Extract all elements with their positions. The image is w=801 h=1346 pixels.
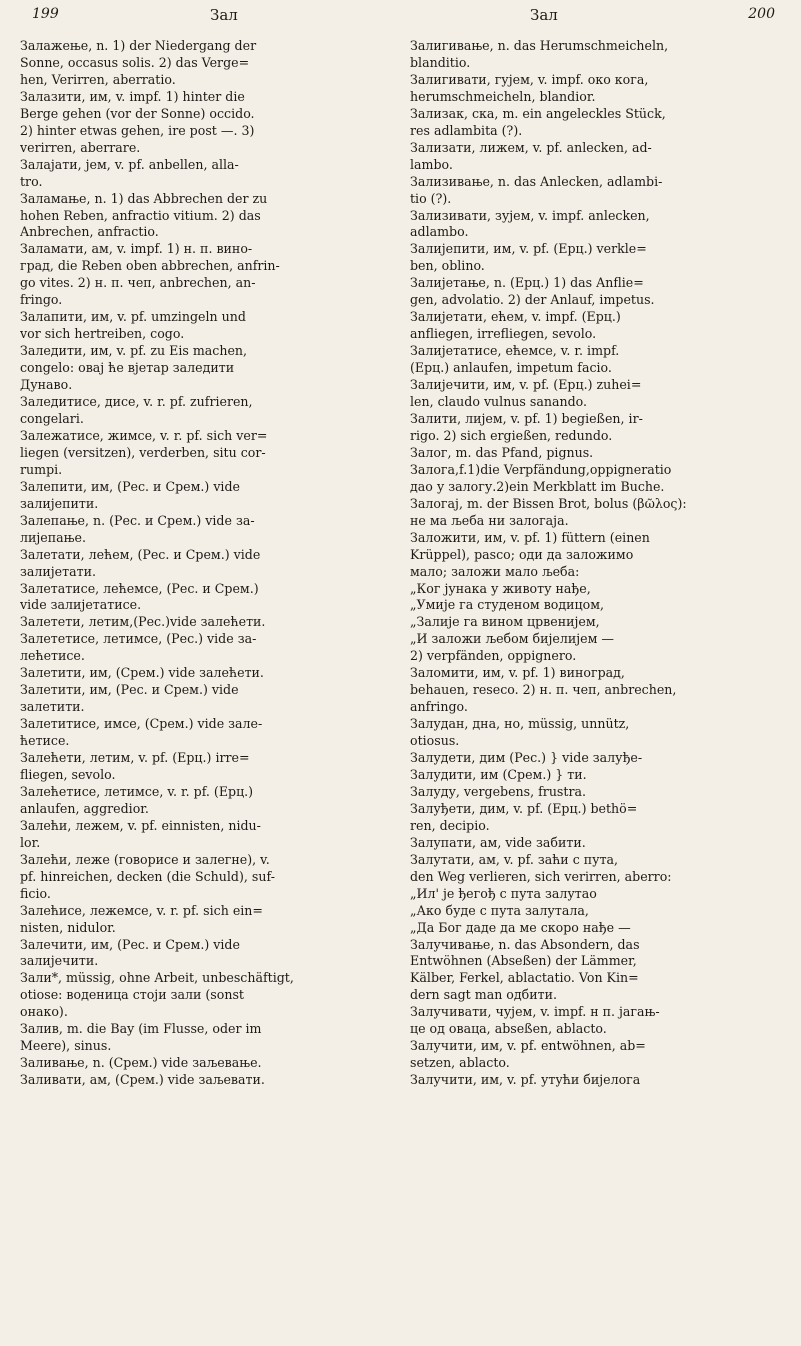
dictionary-line: Дунаво. xyxy=(20,377,73,393)
dictionary-line: fliegen, sevolo. xyxy=(20,766,116,782)
dictionary-line: hohen Reben, anfractio vitium. 2) das xyxy=(20,207,261,223)
dictionary-line: Залазити, им, v. impf. 1) hinter die xyxy=(20,88,245,104)
dictionary-line: Залијетатисе, ећемсе, v. r. impf. xyxy=(410,343,620,359)
dictionary-line: Залудити, им (Срем.) } ти. xyxy=(410,766,587,782)
dictionary-line: Залажење, n. 1) der Niedergang der xyxy=(20,38,257,53)
page-number-left: 199 xyxy=(32,6,59,22)
dictionary-line: verirren, aberrare. xyxy=(20,139,141,155)
dictionary-line: Залетити, им, (Рес. и Срем.) vide xyxy=(20,682,239,698)
dictionary-line: Заледитисе, дисе, v. r. pf. zufrieren, xyxy=(20,394,253,410)
dictionary-line: Anbrechen, anfractio. xyxy=(20,224,159,240)
dictionary-line: Entwöhnen (Abseßen) der Lämmer, xyxy=(410,953,637,969)
dictionary-line: Зализивање, n. das Anlecken, adlambi- xyxy=(410,173,663,189)
dictionary-line: tro. xyxy=(20,173,43,189)
dictionary-line: setzen, ablacto. xyxy=(410,1055,510,1071)
dictionary-line: hen, Verirren, aberratio. xyxy=(20,71,176,87)
dictionary-line: otiose: воденица стоји зали (sonst xyxy=(20,987,244,1003)
dictionary-line: лијепање. xyxy=(20,529,86,545)
page-number-right: 200 xyxy=(748,6,775,22)
dictionary-line: behauen, reseco. 2) н. п. чеп, anbrechen, xyxy=(410,682,677,698)
dictionary-line: Залетети, летим,(Рес.)vide залећети. xyxy=(20,614,266,630)
dictionary-line: vide залијетатисе. xyxy=(20,597,142,613)
dictionary-line: Залогај, m. der Bissen Brot, bolus (βῶλος): xyxy=(410,495,687,511)
dictionary-line: „Ил' је ђегођ с пута залутао xyxy=(410,885,597,901)
dictionary-line: Заложити, им, v. pf. 1) füttern (einen xyxy=(410,529,650,545)
dictionary-line: Залутати, ам, v. pf. заћи с пута, xyxy=(410,851,619,867)
dictionary-line: Залог, m. das Pfand, pignus. xyxy=(410,444,594,460)
dictionary-line: 2) hinter etwas gehen, ire post —. 3) xyxy=(20,122,255,138)
right-column xyxy=(410,38,780,1338)
dictionary-line: Залудан, дна, но, müssig, unnütz, xyxy=(410,716,630,732)
dictionary-line: залетити. xyxy=(20,699,85,715)
dictionary-line: dern sagt man одбити. xyxy=(410,987,557,1003)
dictionary-line: herumschmeicheln, blandior. xyxy=(410,88,596,104)
dictionary-line: Kälber, Ferkel, ablactatio. Von Kin= xyxy=(410,970,639,986)
dictionary-line: Заледити, им, v. pf. zu Eis machen, xyxy=(20,343,248,359)
dictionary-line: Залећисе, лежемсе, v. r. pf. sich ein= xyxy=(20,902,263,918)
dictionary-line: Залајати, јем, v. pf. anbellen, alla- xyxy=(20,156,239,172)
dictionary-line: res adlambita (?). xyxy=(410,122,523,138)
dictionary-line: anfliegen, irrefliegen, sevolo. xyxy=(410,326,597,342)
dictionary-line: ficio. xyxy=(20,885,51,901)
dictionary-line: град, die Reben oben abbrechen, anfrin- xyxy=(20,258,280,274)
dictionary-line: Залепити, им, (Рес. и Срем.) vide xyxy=(20,478,240,494)
dictionary-line: Залећи, леже (говорисе и залегне), v. xyxy=(20,851,270,867)
dictionary-line: Зализати, лижем, v. pf. anlecken, ad- xyxy=(410,139,652,155)
dictionary-line: Залетитисе, имсе, (Срем.) vide зале- xyxy=(20,716,263,732)
dictionary-line: „Залије га вином црвенијем, xyxy=(410,614,600,630)
dictionary-line: залијетати. xyxy=(20,563,96,579)
dictionary-line: den Weg verlieren, sich verirren, aberro: xyxy=(410,868,672,884)
dictionary-line: Залетатисе, лећемсе, (Рес. и Срем.) xyxy=(20,580,259,596)
dictionary-line: онако). xyxy=(20,1004,68,1020)
dictionary-line: Berge gehen (vor der Sonne) occido. xyxy=(20,105,255,121)
dictionary-line: „Ако буде с пута залутала, xyxy=(410,902,589,918)
dictionary-line: Зализивати, зујем, v. impf. anlecken, xyxy=(410,207,650,223)
running-head-right: Зал xyxy=(530,6,558,24)
dictionary-line: Залити, лијем, v. pf. 1) begießen, ir- xyxy=(410,410,643,426)
dictionary-line: Залијетање, n. (Ерц.) 1) das Anflie= xyxy=(410,275,644,291)
dictionary-line: pf. hinreichen, decken (die Schuld), suf- xyxy=(20,868,275,884)
dictionary-line: Залудети, дим (Рес.) } vide залуђе- xyxy=(410,750,643,766)
dictionary-line: nisten, nidulor. xyxy=(20,919,116,935)
dictionary-line: blanditio. xyxy=(410,54,471,70)
dictionary-line: congelo: овај ће вјетар заледити xyxy=(20,360,235,376)
dictionary-line: „Да Бог даде да ме скоро нађе — xyxy=(410,919,631,935)
dictionary-line: len, claudo vulnus sanando. xyxy=(410,394,588,410)
dictionary-line: ben, oblino. xyxy=(410,258,485,274)
dictionary-line: Залијепити, им, v. pf. (Ерц.) verkle= xyxy=(410,241,647,257)
dictionary-line: Meere), sinus. xyxy=(20,1038,112,1054)
dictionary-line: Заливање, n. (Срем.) vide заљевање. xyxy=(20,1055,262,1071)
dictionary-line: Залучивати, чујем, v. impf. н п. јагањ- xyxy=(410,1004,660,1020)
dictionary-line: залијепити. xyxy=(20,495,99,511)
left-column xyxy=(20,38,390,1338)
dictionary-line: Заламати, ам, v. impf. 1) н. п. вино- xyxy=(20,241,253,257)
dictionary-line: Залучити, им, v. pf. утући бијелога xyxy=(410,1072,641,1088)
dictionary-line: Заливати, ам, (Срем.) vide заљевати. xyxy=(20,1072,265,1088)
dictionary-line: Залуду, vergebens, frustra. xyxy=(410,783,586,799)
dictionary-line: anlaufen, aggredior. xyxy=(20,800,149,816)
dictionary-line: congelari. xyxy=(20,410,84,426)
dictionary-line: adlambo. xyxy=(410,224,469,240)
dictionary-line: Залупати, ам, vide забити. xyxy=(410,834,586,850)
dictionary-line: Залучити, им, v. pf. entwöhnen, ab= xyxy=(410,1038,646,1054)
dictionary-line: lor. xyxy=(20,834,41,850)
dictionary-line: мало; заложи мало љеба: xyxy=(410,563,580,579)
dictionary-line: 2) verpfänden, oppignero. xyxy=(410,648,577,664)
dictionary-line: tio (?). xyxy=(410,190,452,206)
page-header xyxy=(0,6,801,32)
dictionary-line: залијечити. xyxy=(20,953,99,969)
dictionary-line: „Умије га студеном водицом, xyxy=(410,597,604,613)
dictionary-line: fringo. xyxy=(20,292,63,308)
dictionary-line: rumpi. xyxy=(20,461,63,477)
dictionary-line: Зализак, ска, m. ein angeleckles Stück, xyxy=(410,105,666,121)
dictionary-line: Залетати, лећем, (Рес. и Срем.) vide xyxy=(20,546,261,562)
dictionary-line: otiosus. xyxy=(410,733,460,749)
dictionary-line: vor sich hertreiben, cogo. xyxy=(20,326,185,342)
dictionary-line: ћетисе. xyxy=(20,733,70,749)
dictionary-line: „И заложи љебом бијелијем — xyxy=(410,631,614,647)
dictionary-line: Залигивање, n. das Herumschmeicheln, xyxy=(410,38,669,53)
dictionary-line: go vites. 2) н. п. чеп, anbrechen, an- xyxy=(20,275,256,291)
dictionary-line: Залучивање, n. das Absondern, das xyxy=(410,936,640,952)
dictionary-line: Залечити, им, (Рес. и Срем.) vide xyxy=(20,936,240,952)
dictionary-line: Залијетати, ећем, v. impf. (Ерц.) xyxy=(410,309,621,325)
dictionary-line: Заломити, им, v. pf. 1) виноград, xyxy=(410,665,625,681)
dictionary-line: дао у залогу.2)ein Merkblatt im Buche. xyxy=(410,478,665,494)
dictionary-line: Залигивати, гујем, v. impf. око кога, xyxy=(410,71,649,87)
dictionary-line: Залететисе, летимсе, (Рес.) vide за- xyxy=(20,631,257,647)
dictionary-line: Залетити, им, (Срем.) vide залећети. xyxy=(20,665,264,681)
dictionary-line: Залећети, летим, v. pf. (Ерц.) irre= xyxy=(20,750,250,766)
dictionary-line: Krüppel), pasco; оди да заложимо xyxy=(410,546,634,562)
dictionary-line: ren, decipio. xyxy=(410,817,490,833)
running-head-left: Зал xyxy=(210,6,238,24)
dictionary-line: Залежатисе, жимсе, v. r. pf. sich ver= xyxy=(20,427,268,443)
dictionary-line: anfringo. xyxy=(410,699,468,715)
dictionary-line: Залећи, лежем, v. pf. einnisten, nidu- xyxy=(20,817,261,833)
dictionary-line: Залив, m. die Bay (im Flusse, oder im xyxy=(20,1021,262,1037)
dictionary-line: Залепање, n. (Рес. и Срем.) vide за- xyxy=(20,512,255,528)
dictionary-line: rigo. 2) sich ergießen, redundo. xyxy=(410,427,613,443)
dictionary-line: Залуђети, дим, v. pf. (Ерц.) bethö= xyxy=(410,800,638,816)
dictionary-line: Залога,f.1)die Verpfändung,oppigneratio xyxy=(410,461,672,477)
dictionary-line: Sonne, occasus solis. 2) das Verge= xyxy=(20,54,250,70)
dictionary-line: Залијечити, им, v. pf. (Ерц.) zuhei= xyxy=(410,377,642,393)
dictionary-line: не ма љеба ни залогаја. xyxy=(410,512,569,528)
dictionary-line: liegen (versitzen), verderben, situ cor- xyxy=(20,444,266,460)
dictionary-line: lambo. xyxy=(410,156,453,172)
dictionary-line: gen, advolatio. 2) der Anlauf, impetus. xyxy=(410,292,655,308)
dictionary-line: Залапити, им, v. pf. umzingeln und xyxy=(20,309,246,325)
dictionary-line: Зали*, müssig, ohne Arbeit, unbeschäftigt, xyxy=(20,970,294,986)
dictionary-line: (Ерц.) anlaufen, impetum facio. xyxy=(410,360,612,376)
dictionary-line: Заламање, n. 1) das Abbrechen der zu xyxy=(20,190,268,206)
dictionary-line: це од оваца, abseßen, ablacto. xyxy=(410,1021,607,1037)
dictionary-line: „Ког јунака у животу нађе, xyxy=(410,580,591,596)
dictionary-line: лећетисе. xyxy=(20,648,85,664)
dictionary-line: Залећетисе, летимсе, v. r. pf. (Ерц.) xyxy=(20,783,254,799)
